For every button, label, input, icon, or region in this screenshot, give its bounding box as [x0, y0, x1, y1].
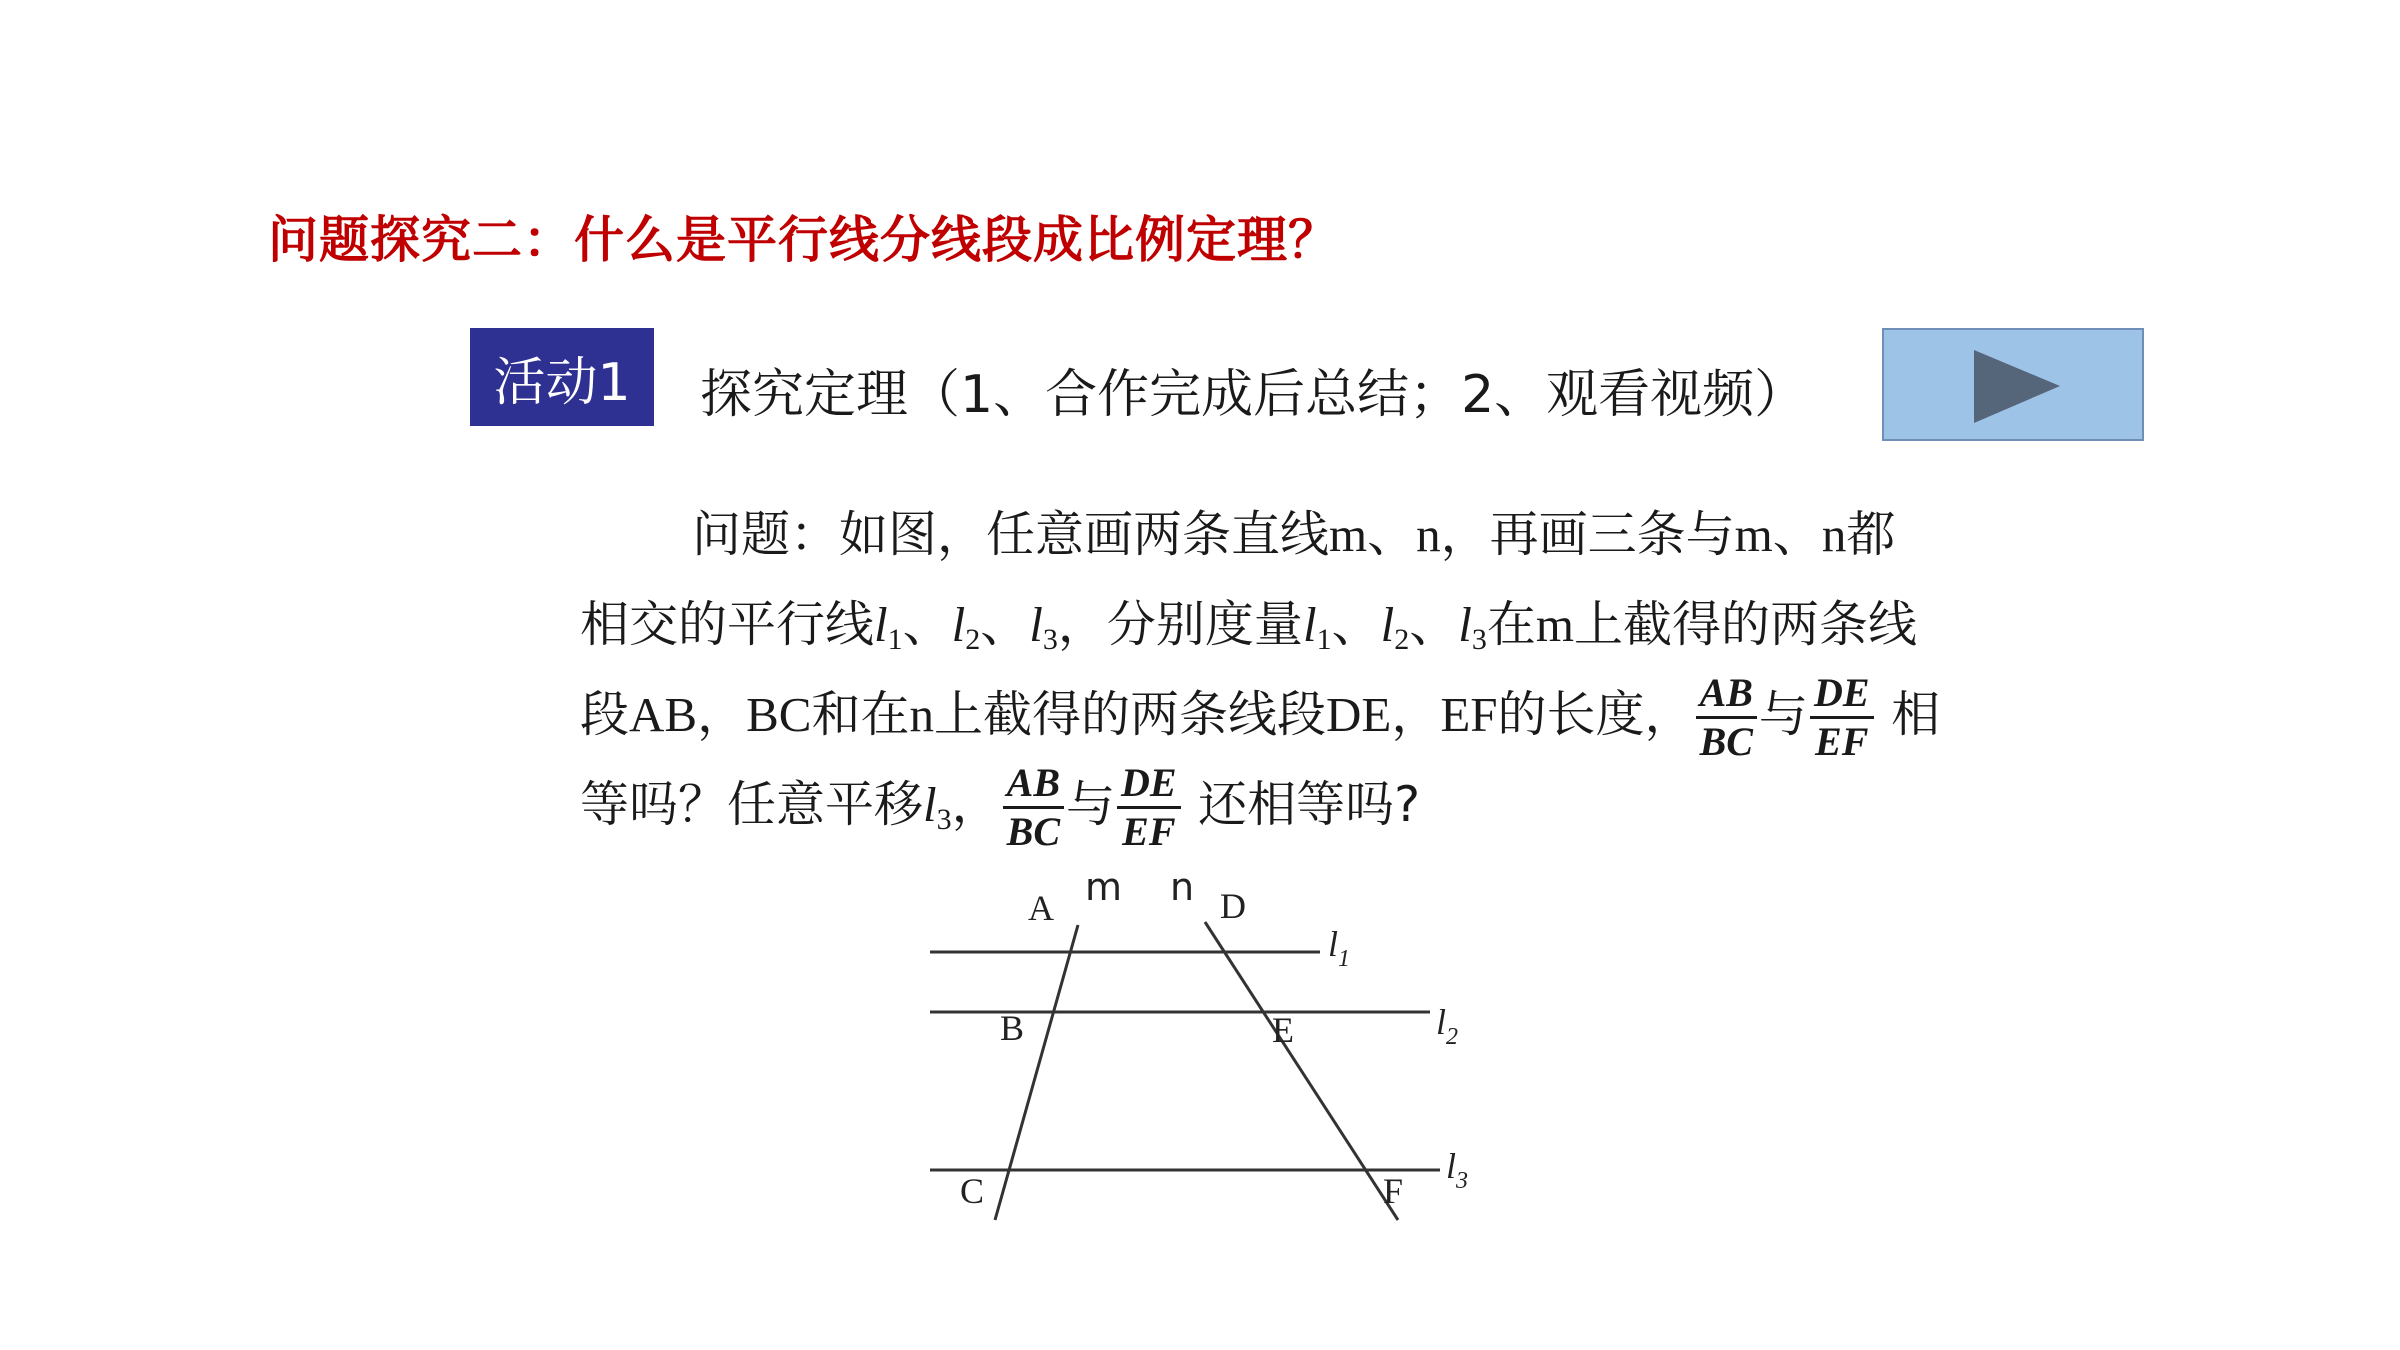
label-l3: $l_3$: [1446, 1146, 1469, 1194]
label-n: n: [1170, 865, 1195, 909]
play-video-button[interactable]: [1882, 328, 2144, 441]
problem-line-3: 段AB，BC和在n上截得的两条线段DE，EF的长度， $\frac{AB}{BC}$ 与 $\frac{DE}{EF}$ 相: [580, 670, 1941, 764]
fraction-ab-bc: $\frac{AB}{BC}$: [1696, 670, 1757, 765]
problem-line-2: 相交的平行线$l_1$、$l_2$、$l_3$，分别度量$l_1$、$l_2$、$l_3$在m上截得的两条线: [580, 596, 1917, 656]
line-n: [1205, 922, 1398, 1220]
play-icon: [1884, 330, 2146, 443]
problem-text: [580, 490, 1960, 854]
line-m: [995, 925, 1078, 1220]
label-A: A: [1028, 888, 1054, 928]
activity-description: 探究定理（1、合作完成后总结；2、观看视频）: [700, 365, 1807, 425]
fraction-de-ef-2: $\frac{DE}{EF}$: [1117, 760, 1181, 855]
parallel-lines-figure: [900, 860, 1500, 1240]
label-C: C: [960, 1171, 985, 1211]
problem-line-4: 等吗？任意平移$l_3$， $\frac{AB}{BC}$ 与 $\frac{DE}{EF}$ 还相等吗?: [580, 760, 1421, 854]
label-D: D: [1220, 886, 1246, 926]
label-l1: $l_1$: [1328, 924, 1351, 972]
problem-line-1: 问题：如图，任意画两条直线m、n，再画三条与m、n都: [692, 506, 1896, 563]
activity-badge: 活动1: [470, 328, 654, 426]
label-E: E: [1272, 1010, 1294, 1050]
fraction-de-ef: $\frac{DE}{EF}$: [1810, 670, 1874, 765]
page-title: 问题探究二：什么是平行线分线段成比例定理？: [268, 211, 1339, 269]
label-B: B: [1000, 1008, 1025, 1048]
label-l2: $l_2$: [1436, 1002, 1459, 1050]
label-F: F: [1383, 1171, 1404, 1211]
label-m: m: [1085, 865, 1123, 909]
fraction-ab-bc-2: $\frac{AB}{BC}$: [1003, 760, 1064, 855]
